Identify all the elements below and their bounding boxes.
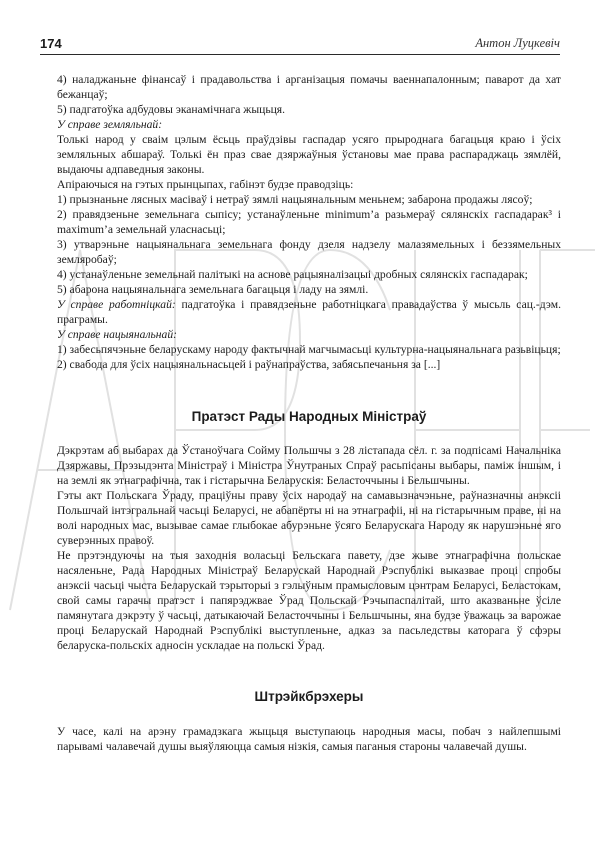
paragraph: 2) правядзеньне земельнага сыпісу; устанаўленьне minimum’а разьмераў сялянскіх гаспадарак³ і maximum’а земельнай уласнасьці; [57,208,561,236]
section-heading-protest: Пратэст Рады Народных Міністраў [191,409,427,424]
paragraph [57,297,561,327]
paragraph-text: падгатоўка і правядзеньне работніцкага правадаўства ў мысьль сац.-дэм. праграмы. [57,298,561,326]
paragraph: 4) устанаўленьне земельнай палітыкі на аснове рацыяналізацыі дробных сялянскіх гаспадарак; [57,268,528,281]
paragraph: 2) свабода для ўсіх нацыянальнасьцей і раўнапраўства, забясьпечаньня за [...] [57,358,441,371]
main-text [57,72,561,754]
section-strikebreakers [57,724,561,754]
running-title: Антон Луцкевіч [475,36,560,50]
paragraph: У справе земляльнай: [57,118,163,131]
paragraph-lead: У справе работніцкай: [57,298,176,311]
section-programme [57,72,561,372]
paragraph: Толькі народ у сваім цэлым ёсьць праўдзівы гаспадар усяго прыроднага багацьця краю і ўсіх земляльных абшараў. Толькі ён праз свае дзяржаўныя ўстановы мае права распараджаць зямлёй, выдаючы адпаведныя законы. [57,133,561,176]
paragraph: 5) падгатоўка адбудовы эканамічнага жыцьця. [57,103,286,116]
paragraph: Не прэтэндуючы на тыя заходнія воласьці Бельскага павету, дзе жыве этнаграфічна польскае насяленьне, Рада Народных Міністраў Беларускай Народнай Рэспублікі выказвае проці спробы анэксіі часьці чыста Беларускай тэрыторыі з гэлыўным прамысловым цэнтрам Беларусі, Беластокам, свой самы гарачы пратэст і папярэджвае Ўрад Польскай Рэчыпаспалітай, што аказваньне ўсіле памянутага дэкрэту ў часьці, датыкаючай Беласточчыны і Бельшчыны, яна будзе ўважаць за варожае проці Беларускай Народнай Рэспублікі выступленьне, адказ за пасьледствы каторага ў сфэры беларуска-польскіх адносін ускладае на польскі Ўрад. [57,549,561,652]
paragraph: 1) прызнаньне лясных масіваў і нетраў зямлі нацыянальным меньнем; забарона продажы лясоў; [57,193,533,206]
paragraph: 5) абарона нацыянальнага земельнага багацьця і ладу на зямлі. [57,283,369,296]
paragraph: Гэты акт Польскага Ўраду, працiўны праву ўсіх народаў на самавызначэньне, раўназначны анэксіі Польшчай інтэгральнай часьці Беларусі, не абапёрты ні на этнаграфіі, ні на гістарычным праве, ні на волі народных мас, вызывае самае глыбокае абурэньне ўсяго Беларускага Народу як нарушэньне яго суверэнных правоў. [57,489,561,547]
paragraph: 3) утварэньне нацыянальнага земельнага фонду дзеля надзелу малазямельных і беззямельных земляробаў; [57,238,561,266]
running-header [40,36,560,55]
page-number: 174 [40,36,62,51]
paragraph: 1) забесьпячэньне беларускаму народу фактычнай магчымасьці культурна-нацыянальнага разьвіцьця; [57,343,561,356]
section-heading-strikebreakers: Штрэйкбрэхеры [254,689,364,704]
paragraph: У часе, калі на арэну грамадзкага жыцьця выступаюць народныя масы, побач з найлепшымі парывамі чалавечай душы выяўляюцца самыя нізкія, самыя паганыя староны чалавечай душы. [57,725,561,753]
paragraph: Апіраючыся на гэтых прынцыпах, габінэт будзе праводзіць: [57,178,354,191]
section-protest [57,443,561,653]
paragraph: Дэкрэтам аб выбарах да Ўстаноўчага Сойму Польшчы з 28 лістапада сёл. г. за подпісамі Начальніка Дзяржавы, Прэзыдэнта Міністраў і Міністра Ўнутраных Спраў расьпісаны выбары, паміж іншым, і на землі як этнаграфічна, так і гістарычна Беларускія: Беласточчыны і Бельшчыны. [57,444,561,487]
paragraph: У справе нацыянальнай: [57,328,177,341]
paragraph: 4) наладжаньне фінансаў і прадавольства і арганізацыя помачы ваеннапалонным; паварот да хат бежанцаў; [57,73,561,101]
